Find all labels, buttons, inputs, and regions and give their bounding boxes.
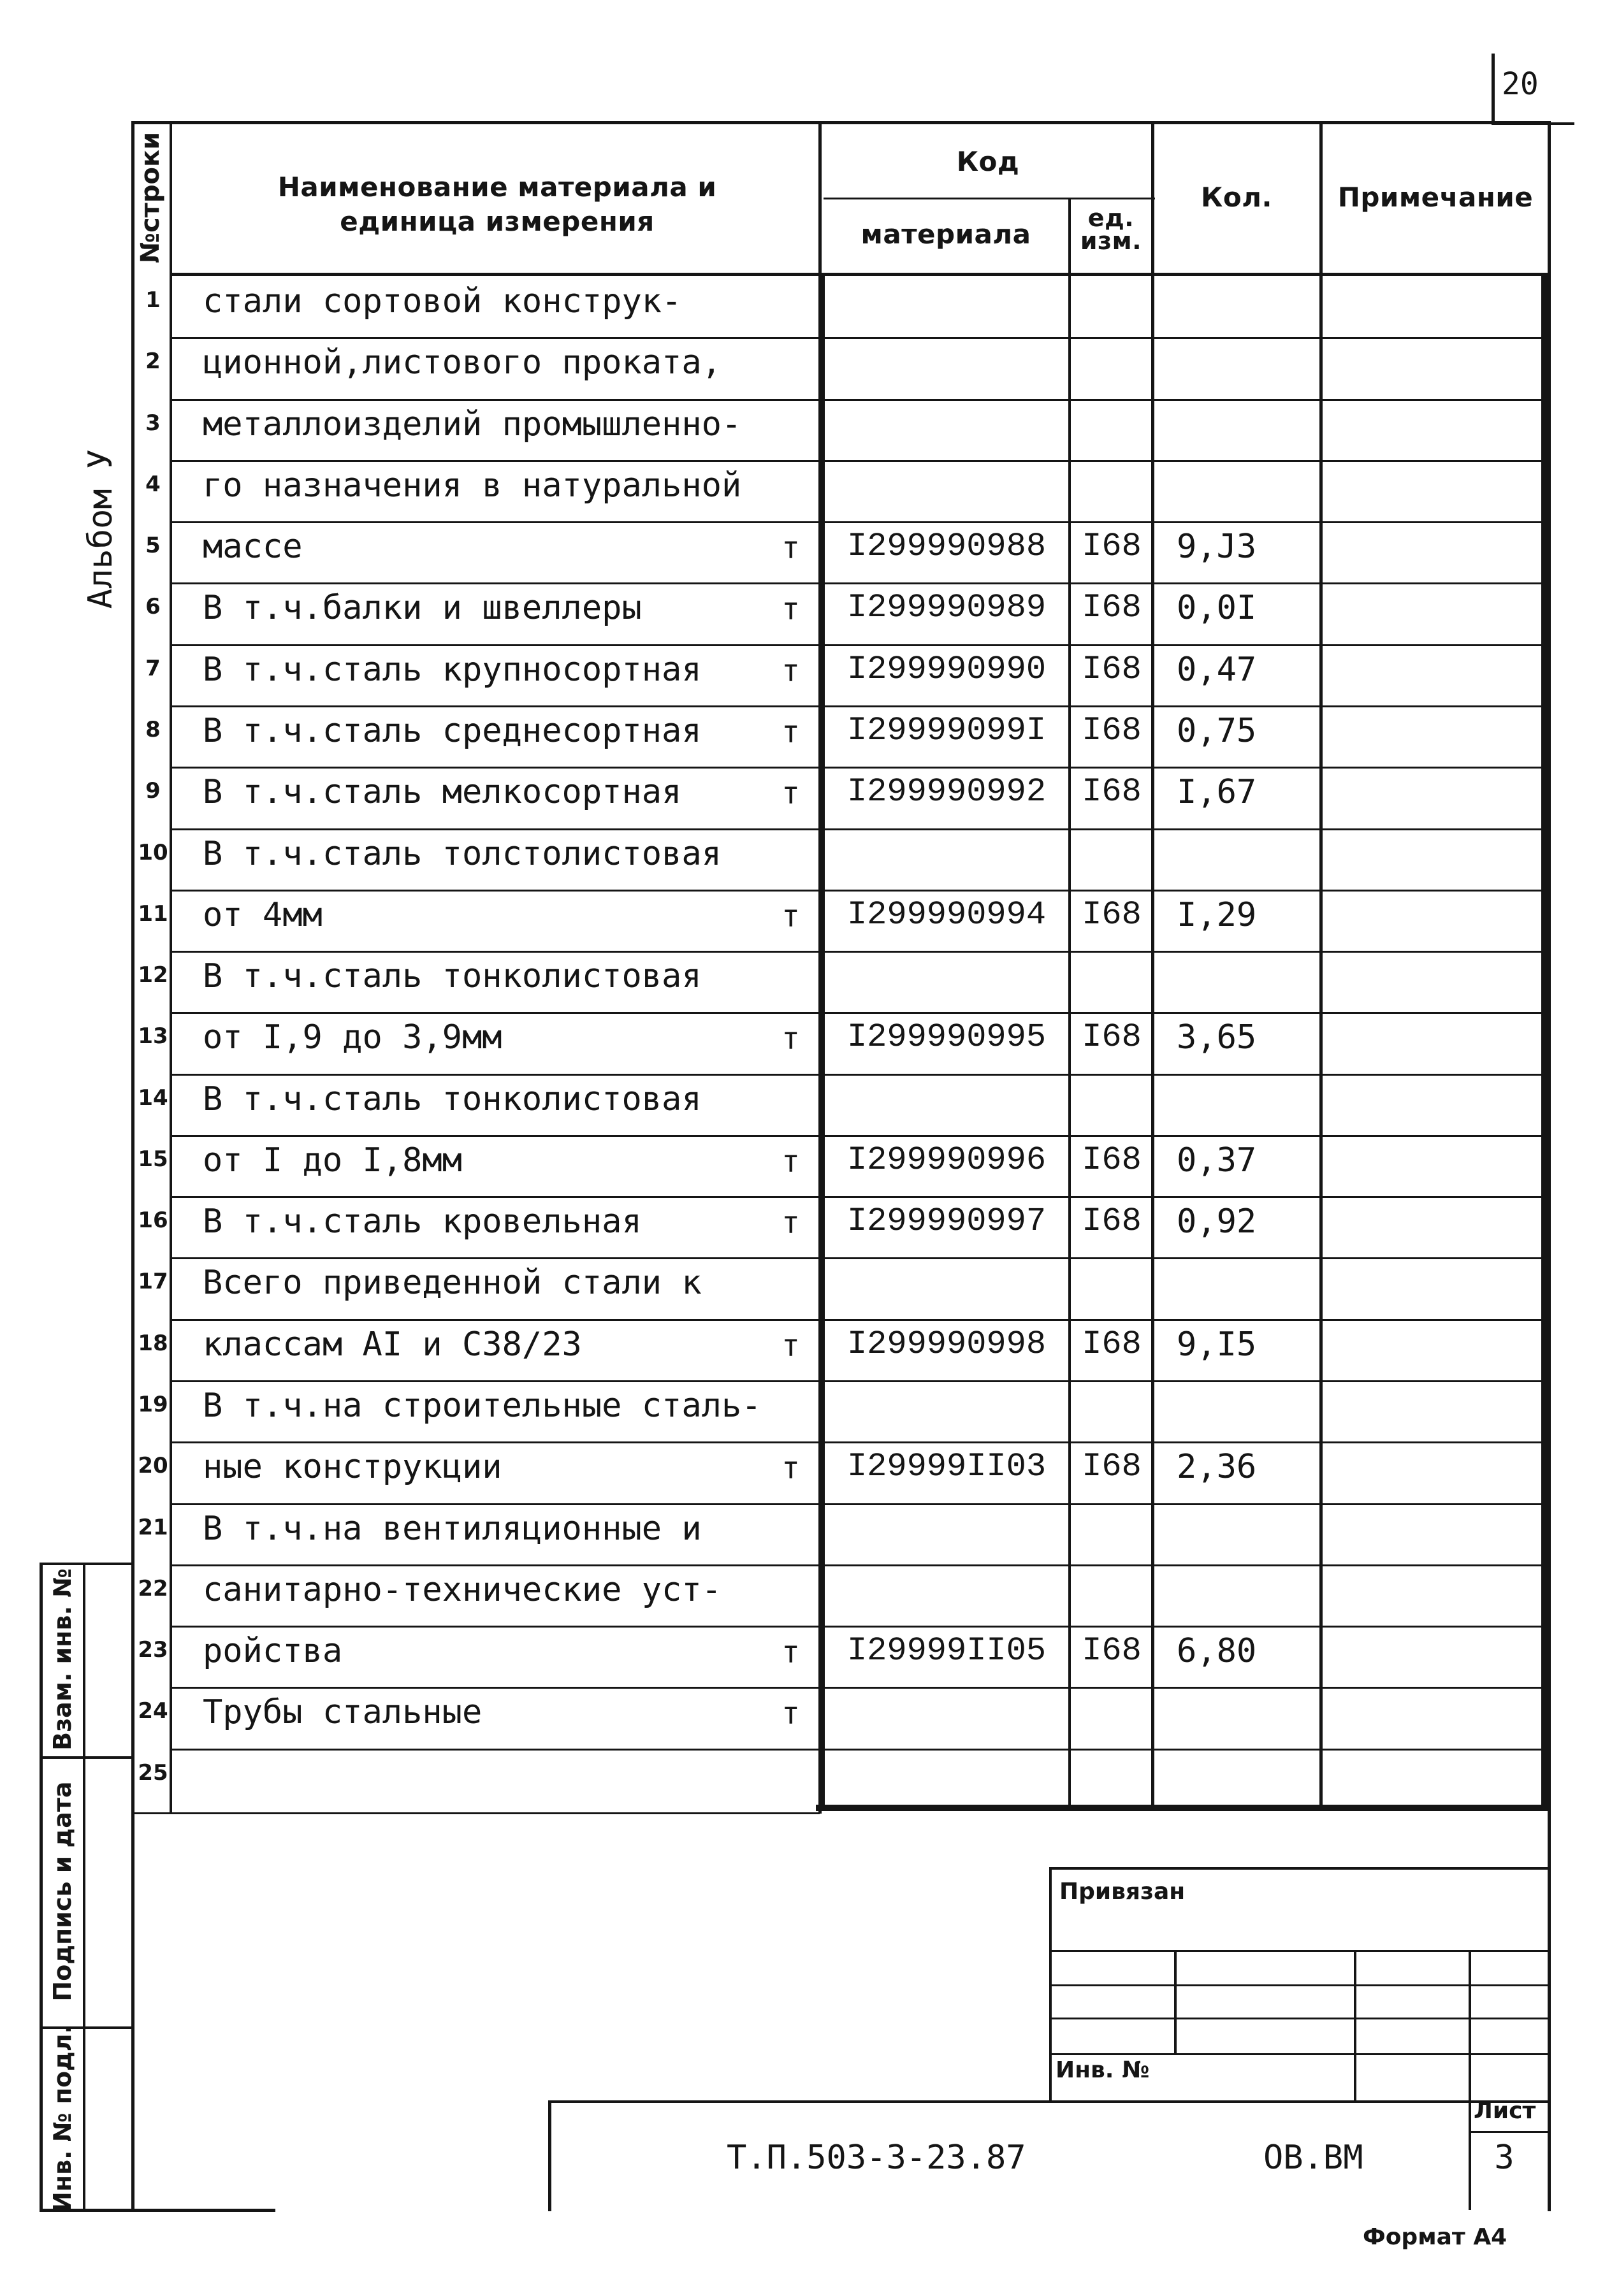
tb-main-top	[549, 2100, 1550, 2103]
row-divider	[170, 1012, 1544, 1014]
side-label-vzam: Взам. инв. №	[48, 1568, 76, 1751]
side-stamp-top	[40, 1563, 134, 1565]
header-code: Код	[956, 146, 1020, 177]
left-frame-line	[131, 121, 134, 2211]
row-unit: т	[781, 530, 800, 566]
row-material-name: В т.ч.сталь кровельная	[203, 1202, 642, 1241]
tb-list-value: 3	[1494, 2139, 1514, 2177]
table-bottom-left	[131, 1812, 820, 1814]
row-material-name: ройства	[203, 1632, 343, 1670]
row-number: 14	[138, 1085, 168, 1111]
header-note: Примечание	[1337, 182, 1534, 213]
row-divider	[170, 767, 1544, 769]
right-frame-line	[1548, 121, 1551, 2211]
side-stamp-inner-line	[83, 1563, 85, 2211]
row-number: 5	[145, 533, 161, 558]
row-divider	[170, 1626, 1544, 1628]
side-stamp-outer-line	[40, 1563, 43, 2211]
row-unit-code: I68	[1082, 589, 1142, 626]
row-unit: т	[781, 1696, 800, 1731]
row-material-name: В т.ч.на вентиляционные и	[203, 1510, 702, 1548]
row-quantity: 0,75	[1177, 712, 1257, 750]
row-material-name: массе	[203, 528, 303, 566]
row-unit-code: I68	[1082, 528, 1142, 565]
row-material-code: I29999II03	[846, 1448, 1047, 1485]
row-material-name: ные конструкции	[203, 1448, 502, 1486]
row-number: 22	[138, 1576, 168, 1601]
rownum-column-line	[170, 121, 172, 1814]
row-number: 2	[145, 349, 161, 374]
album-label: Альбом У	[82, 449, 120, 609]
row-divider	[170, 1074, 1544, 1076]
row-unit: т	[781, 591, 800, 627]
row-material-code: I299990996	[846, 1141, 1047, 1179]
code-subheader-line	[824, 198, 1155, 199]
tb-line-2	[1049, 1984, 1550, 1986]
row-number: 9	[145, 778, 161, 804]
header-code-material: материала	[860, 219, 1031, 250]
qty-column-line	[1319, 121, 1323, 1810]
side-label-inv-podl: Инв. № подл.	[48, 2024, 76, 2213]
row-divider	[170, 1503, 1544, 1505]
header-name-line1: Наименование материала и	[277, 171, 717, 203]
row-number: 8	[145, 717, 161, 742]
row-quantity: 2,36	[1177, 1448, 1257, 1486]
row-number: 25	[138, 1760, 168, 1786]
row-unit-code: I68	[1082, 1448, 1142, 1485]
row-number: 19	[138, 1392, 168, 1417]
row-divider	[170, 890, 1544, 892]
row-number: 11	[138, 901, 168, 927]
row-divider	[170, 1749, 1544, 1751]
row-divider	[170, 399, 1544, 401]
tb-line-4	[1049, 2053, 1550, 2055]
row-unit: т	[781, 1021, 800, 1057]
row-number: 16	[138, 1208, 168, 1233]
row-number: 10	[138, 840, 168, 865]
table-top-border	[131, 121, 1550, 124]
row-unit: т	[781, 1205, 800, 1241]
row-unit-code: I68	[1082, 773, 1142, 811]
row-unit: т	[781, 653, 800, 689]
row-unit: т	[781, 776, 800, 811]
row-quantity: 0,37	[1177, 1141, 1257, 1180]
row-material-name: санитарно-технические уст-	[203, 1571, 722, 1609]
row-number: 12	[138, 962, 168, 988]
row-material-code: I299990988	[846, 528, 1047, 565]
row-unit: т	[781, 1144, 800, 1180]
row-divider	[170, 1380, 1544, 1382]
row-material-code: I299990990	[846, 651, 1047, 688]
row-unit-code: I68	[1082, 651, 1142, 688]
row-material-name: Всего приведенной стали к	[203, 1264, 702, 1302]
tb-col-1	[1174, 1950, 1177, 2054]
row-quantity: 3,65	[1177, 1018, 1257, 1057]
row-divider	[170, 951, 1544, 953]
row-material-name: Трубы стальные	[203, 1693, 483, 1731]
row-number: 18	[138, 1331, 168, 1356]
header-row-number: №строки	[136, 131, 165, 264]
row-number: 4	[145, 472, 161, 497]
row-material-name: от I до I,8мм	[203, 1141, 462, 1180]
sheet-number-divider	[1492, 54, 1495, 125]
row-divider	[170, 828, 1544, 830]
header-code-unit-line2: изм.	[1080, 227, 1142, 255]
name-column-thick	[818, 273, 825, 1811]
code-column-line	[1068, 198, 1071, 1810]
row-unit-code: I68	[1082, 1018, 1142, 1056]
tb-inv-no: Инв. №	[1056, 2057, 1150, 2083]
row-number: 17	[138, 1269, 168, 1294]
row-number: 20	[138, 1453, 168, 1478]
tb-col-3	[1469, 1950, 1471, 2210]
row-divider	[170, 582, 1544, 584]
row-quantity: I,67	[1177, 773, 1257, 811]
row-divider	[170, 1441, 1544, 1443]
row-quantity: 9,I5	[1177, 1325, 1257, 1364]
row-material-code: I299990997	[846, 1202, 1047, 1240]
row-quantity: 0,47	[1177, 651, 1257, 689]
row-material-name: В т.ч.сталь среднесортная	[203, 712, 702, 750]
row-material-name: В т.ч.сталь крупносортная	[203, 651, 702, 689]
row-divider	[170, 1196, 1544, 1198]
row-unit-code: I68	[1082, 1325, 1142, 1363]
format-label: Формат А4	[1363, 2224, 1507, 2250]
row-unit-code: I68	[1082, 896, 1142, 934]
tb-line-1	[1049, 1950, 1550, 1952]
row-material-name: от 4мм	[203, 896, 323, 934]
row-unit-code: I68	[1082, 1141, 1142, 1179]
row-quantity: 9,J3	[1177, 528, 1257, 566]
row-material-code: I299990994	[846, 896, 1047, 934]
row-quantity: I,29	[1177, 896, 1257, 934]
unit-column-line	[1151, 121, 1154, 1810]
tb-privyazan: Привязан	[1059, 1879, 1186, 1905]
header-qty: Кол.	[1201, 182, 1272, 213]
row-divider	[170, 1687, 1544, 1689]
row-divider	[170, 705, 1544, 707]
row-divider	[170, 1319, 1544, 1321]
header-code-unit-line1: ед.	[1087, 204, 1135, 232]
row-material-code: I299990992	[846, 773, 1047, 811]
row-material-name: В т.ч.балки и швеллеры	[203, 589, 642, 627]
row-material-name: го назначения в натуральной	[203, 466, 742, 505]
tb-line-3	[1049, 2018, 1550, 2019]
row-unit-code: I68	[1082, 1632, 1142, 1670]
row-number: 6	[145, 594, 161, 619]
row-material-name: ционной,листового проката,	[203, 343, 722, 382]
row-number: 1	[145, 287, 161, 313]
row-material-code: I299990998	[846, 1325, 1047, 1363]
tb-list-divider	[1469, 2131, 1550, 2133]
row-divider	[170, 644, 1544, 646]
row-material-name: классам AI и C38/23	[203, 1325, 582, 1364]
row-unit: т	[781, 899, 800, 934]
row-unit-code: I68	[1082, 1202, 1142, 1240]
header-name-line2: единица измерения	[340, 206, 655, 237]
row-unit: т	[781, 1635, 800, 1670]
row-unit-code: I68	[1082, 712, 1142, 749]
row-material-name: В т.ч.сталь тонколистовая	[203, 1080, 702, 1118]
row-unit: т	[781, 1450, 800, 1486]
row-number: 13	[138, 1023, 168, 1049]
tb-list-label: Лист	[1474, 2098, 1536, 2124]
row-material-code: I29999II05	[846, 1632, 1047, 1670]
header-bottom-border	[172, 273, 1550, 276]
row-material-code: I299990995	[846, 1018, 1047, 1056]
side-stamp-divider-1	[40, 1756, 134, 1759]
tb-main-left	[548, 2100, 551, 2211]
row-divider	[170, 1257, 1544, 1259]
row-number: 3	[145, 410, 161, 436]
row-divider	[170, 1564, 1544, 1566]
row-quantity: 0,92	[1177, 1202, 1257, 1241]
table-bottom-thick	[816, 1805, 1550, 1811]
row-unit: т	[781, 1328, 800, 1364]
row-number: 23	[138, 1637, 168, 1663]
row-divider	[170, 1135, 1544, 1137]
side-label-podpis: Подпись и дата	[48, 1781, 76, 2002]
row-divider	[170, 337, 1544, 339]
row-material-code: I299990989	[846, 589, 1047, 626]
tb-doc-code: Т.П.503-3-23.87	[727, 2139, 1026, 2177]
row-divider	[170, 460, 1544, 462]
row-number: 24	[138, 1698, 168, 1724]
tb-top	[1049, 1867, 1550, 1870]
tb-col-2	[1354, 1950, 1356, 2102]
row-unit: т	[781, 714, 800, 750]
row-material-name: В т.ч.на строительные сталь-	[203, 1387, 762, 1425]
tb-doc-mark: ОВ.ВМ	[1263, 2139, 1363, 2177]
row-material-name: В т.ч.сталь тонколистовая	[203, 957, 702, 995]
sheet-number: 20	[1502, 66, 1539, 102]
row-number: 21	[138, 1515, 168, 1540]
row-number: 15	[138, 1146, 168, 1172]
row-material-name: металлоизделий промышленно-	[203, 405, 742, 444]
row-quantity: 6,80	[1177, 1632, 1257, 1670]
row-material-code: I29999099I	[846, 712, 1047, 749]
row-material-name: стали сортовой конструк-	[203, 282, 682, 321]
row-material-name: от I,9 до 3,9мм	[203, 1018, 502, 1057]
row-divider	[170, 521, 1544, 523]
row-material-name: В т.ч.сталь мелкосортная	[203, 773, 682, 811]
row-quantity: 0,0I	[1177, 589, 1257, 627]
row-number: 7	[145, 656, 161, 681]
row-material-name: В т.ч.сталь толстолистовая	[203, 835, 722, 873]
